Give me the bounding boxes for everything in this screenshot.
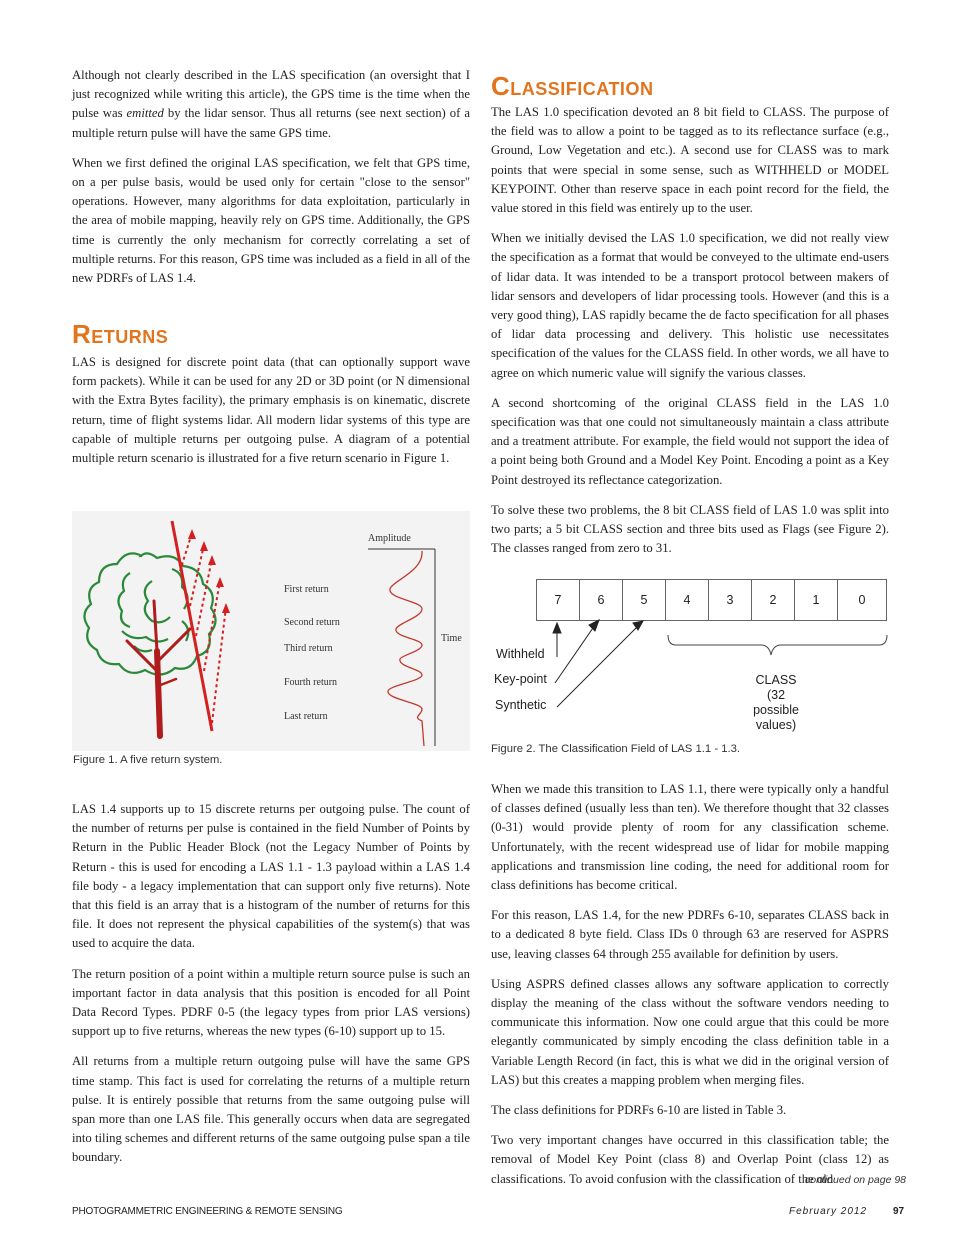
journal-name: PHOTOGRAMMETRIC ENGINEERING & REMOTE SENSING <box>72 1206 343 1217</box>
las11-paragraph: When we made this transition to LAS 1.1, there were typically only a handful of classes defined (usually less than ten). We therefore thought that 32 classes (0-31) would provide plenty of room for any classification scheme. Unfortunately, with the recent widespread use of lidar for mobile mapping applications and transmission line coding, the need for additional room for class definitions has become critical. <box>491 782 889 893</box>
continued-note: continued on page 98 <box>805 1174 907 1186</box>
issue-date: February 2012 <box>789 1206 868 1217</box>
return-label-second: Second return <box>284 617 340 628</box>
changes-paragraph: Two very important changes have occurred in this classification table; the removal of Model Key Point (class 8) and Overlap Point (class 12) as classifications. To avoid confusion with the classification of the old <box>491 1133 889 1186</box>
gps-time-paragraph: Although not clearly described in the LAS specification (an oversight that I just recognized while writing this article), the GPS time is the time when the pulse was emitted by the lidar sensor. Thus all returns (see next section) of a multiple return pulse will have the same GPS time. <box>72 68 470 140</box>
figure-2-arrows <box>491 615 891 715</box>
bit-cell: 1 <box>794 579 837 621</box>
class-brace <box>668 635 887 655</box>
figure-1 <box>72 511 470 751</box>
emphasis-emitted: emitted <box>126 106 164 121</box>
returns-count-paragraph: LAS 1.4 supports up to 15 discrete returns per outgoing pulse. The count of the number of returns per pulse is contained in the field Number of Points by Return in the Public Header Block (not the Legacy Number of Points by Return - this is used for encoding a LAS 1.1 - 1.3 payload within a LAS 1.4 file body - a legacy implementation that can support only five returns). Note that this field is an array that is a histogram of the number of returns for this file. It does not represent the physical capabilities of the system(s) that was used to acquire the data. <box>72 802 470 951</box>
gps-timestamp-paragraph: All returns from a multiple return outgoing pulse will have the same GPS time stamp. This fact is used for correlating the returns of a multiple return pulse. It is entirely possible that returns from the same outgoing pulse will span more than one LAS file. This generally occurs when data are segregated into tiling schemes and different returns of the same outgoing pulse span a tile boundary. <box>72 1054 470 1165</box>
tree-canopy <box>84 553 215 674</box>
bit-cell: 6 <box>579 579 622 621</box>
asprs-classes-paragraph: Using ASPRS defined classes allows any software application to correctly display the meaning of the class without the software vendors needing to communicate this information. Now one could argue that this could be more elegantly communicated by simply encoding the class definition table in a Variable Length Record (in fact, this is what we did in the original version of LAS) but this creates a mapping problem when merging files. <box>491 976 889 1087</box>
bit-cell: 0 <box>837 579 887 621</box>
returns-intro <box>72 353 470 479</box>
las10-paragraph: When we initially devised the LAS 1.0 specification, we did not really view the specification as a format that would be conveyed to the ultimate end-users of lidar data. It was intended to be a transport protocol between makers of lidar sensors and developers of lidar processing tools. However (and this is a very good thing), LAS rapidly became the de facto specification for all phases of lidar data processing and delivery. This holistic use necessitates specification of the values for the CLASS field. In other words, we all have to agree on which numeric value will signify the various classes. <box>491 231 889 380</box>
class-field-paragraph: The LAS 1.0 specification devoted an 8 bit field to CLASS. The purpose of the field was to allow a point to be tagged as to its reflectance surface (e.g., Ground, Low Vegetation and etc.). A second use for CLASS was to mark points that were special in some sense, such as WITHHELD or MODEL KEYPOINT. Other than reserve space in each point record for the field, the value stored in this field was entirely up to the user. <box>491 105 889 216</box>
amplitude-label: Amplitude <box>368 533 411 544</box>
return-label-fourth: Fourth return <box>284 677 338 688</box>
figure-1-caption: Figure 1. A five return system. <box>73 754 223 766</box>
class-label: CLASS (32 possible values) <box>753 673 799 732</box>
laser-beam <box>172 521 212 731</box>
bit-cell: 7 <box>536 579 579 621</box>
time-label: Time <box>441 633 462 644</box>
las14-class-paragraph: For this reason, LAS 1.4, for the new PDRFs 6-10, separates CLASS back in to a dedicated 8 byte field. Class IDs 0 through 63 are reserved for ASPRS use, leaving classes 64 through 255 available for definition by users. <box>491 908 889 961</box>
synthetic-label: Synthetic <box>495 698 547 712</box>
returns-body <box>72 800 470 1179</box>
return-label-third: Third return <box>284 643 333 654</box>
left-column <box>72 66 470 299</box>
keypoint-label: Key-point <box>494 672 547 686</box>
bit-cell: 4 <box>665 579 708 621</box>
returns-heading: Returns <box>72 319 169 349</box>
classification-intro <box>491 103 889 569</box>
bit-cell: 3 <box>708 579 751 621</box>
classification-body <box>491 780 889 1200</box>
returns-paragraph: LAS is designed for discrete point data (that can optionally support wave form packets). While it can be used for any 2D or 3D point (or N dimensional with the Extra Bytes facility), the primary emphasis is on kinematic, discrete return, time of flight systems lidar. All modern lidar systems of this type are capable of multiple returns per outgoing pulse. A diagram of a potential multiple return scenario is illustrated for a five return scenario in Figure 1. <box>72 355 470 466</box>
return-label-first: First return <box>284 584 329 595</box>
split-paragraph: To solve these two problems, the 8 bit CLASS field of LAS 1.0 was split into two parts; a 5 bit CLASS section and three bits used as Flags (see Figure 2). The classes ranged from zero to 31. <box>491 502 889 556</box>
shortcoming-paragraph: A second shortcoming of the original CLASS field in the LAS 1.0 specification was that one could not simultaneously maintain a class attribute and a treatment attribute. For example, the field would not support the idea of a point being both Ground and a Model Key Point. Encoding a point as a Key Point destroyed its reflectance categorization. <box>491 395 889 487</box>
withheld-label: Withheld <box>496 647 545 661</box>
page-number: 97 <box>893 1206 905 1217</box>
return-waveform <box>388 551 424 746</box>
gps-history-paragraph: When we first defined the original LAS specification, we felt that GPS time, on a per pulse basis, would be used only for certain "close to the sensor" operations. However, many algorithms for data exploitation, particularly in the area of mobile mapping, heavily rely on GPS time. Additionally, the GPS time is currently the only mechanism for correctly correlating a set of multiple returns. For this reason, GPS time was included as a field in all of the new PDRFs of LAS 1.4. <box>72 155 470 286</box>
bit-cell: 5 <box>622 579 665 621</box>
classification-heading: Classification <box>491 71 654 101</box>
table3-paragraph: The class definitions for PDRFs 6-10 are listed in Table 3. <box>491 1103 787 1118</box>
return-label-last: Last return <box>284 711 328 722</box>
bit-cell: 2 <box>751 579 794 621</box>
five-return-diagram <box>72 511 470 751</box>
return-position-paragraph: The return position of a point within a multiple return source pulse is such an important factor in data analysis that this position is encoded for all Point Data Record Types. PDRF 0-5 (the legacy types from prior LAS versions) support up to five returns, whereas the new types (6-10) support up to 15. <box>72 966 470 1039</box>
figure-2-caption: Figure 2. The Classification Field of LAS 1.1 - 1.3. <box>491 743 741 755</box>
